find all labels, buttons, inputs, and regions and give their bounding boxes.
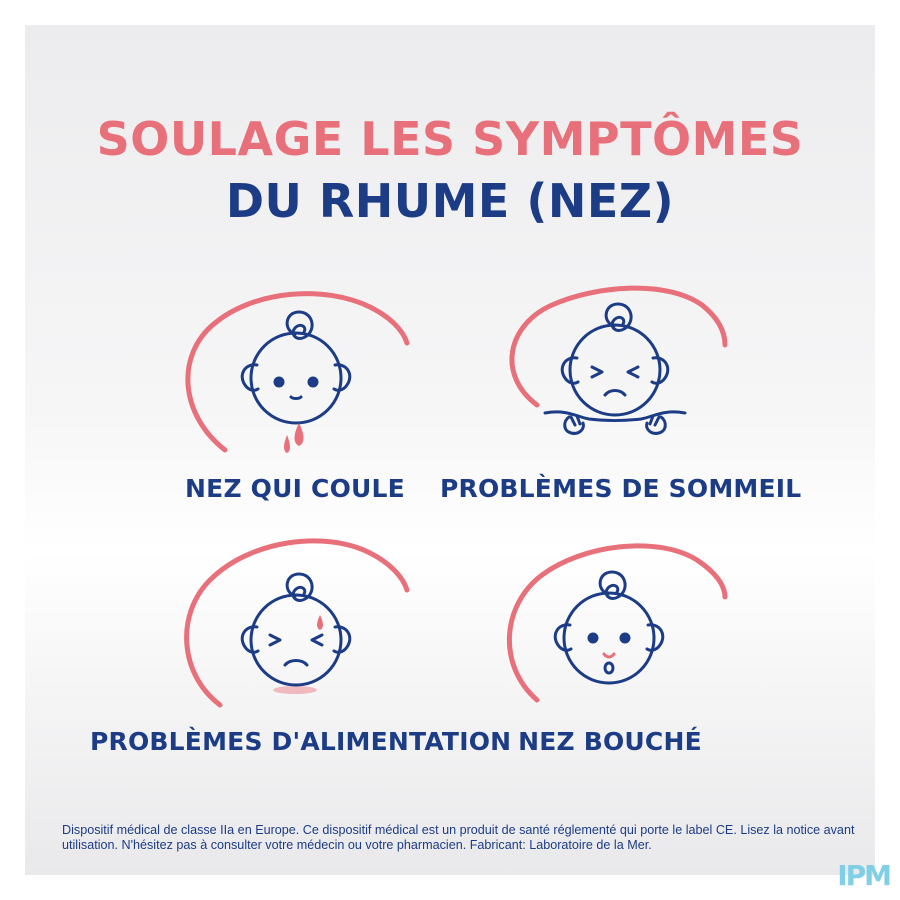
baby-sleep-problems-icon: [497, 285, 737, 485]
symptom-label-runny-nose: NEZ QUI COULE: [185, 474, 405, 503]
headline-line-1: SOULAGE LES SYMPTÔMES: [96, 112, 804, 166]
baby-runny-nose-icon: [175, 285, 415, 485]
headline-line-2: DU RHUME (NEZ): [225, 174, 675, 228]
baby-blocked-nose-icon: [497, 535, 737, 735]
baby-feeding-problems-icon: [175, 535, 415, 735]
symptom-label-feeding-problems: PROBLÈMES D'ALIMENTATION: [90, 727, 512, 756]
ipm-logo: IPM: [837, 859, 890, 892]
symptom-label-blocked-nose: NEZ BOUCHÉ: [518, 727, 702, 756]
regulatory-disclaimer: Dispositif médical de classe IIa en Europe. Ce dispositif médical est un produit de santé réglementé qui porte le label CE. Lisez la notice avant utilisation. N'hésitez pas à consulter votre médecin ou votre pharmacien. Fabricant: Laboratoire de la Mer.: [62, 823, 855, 852]
symptom-label-sleep-problems: PROBLÈMES DE SOMMEIL: [440, 474, 802, 503]
